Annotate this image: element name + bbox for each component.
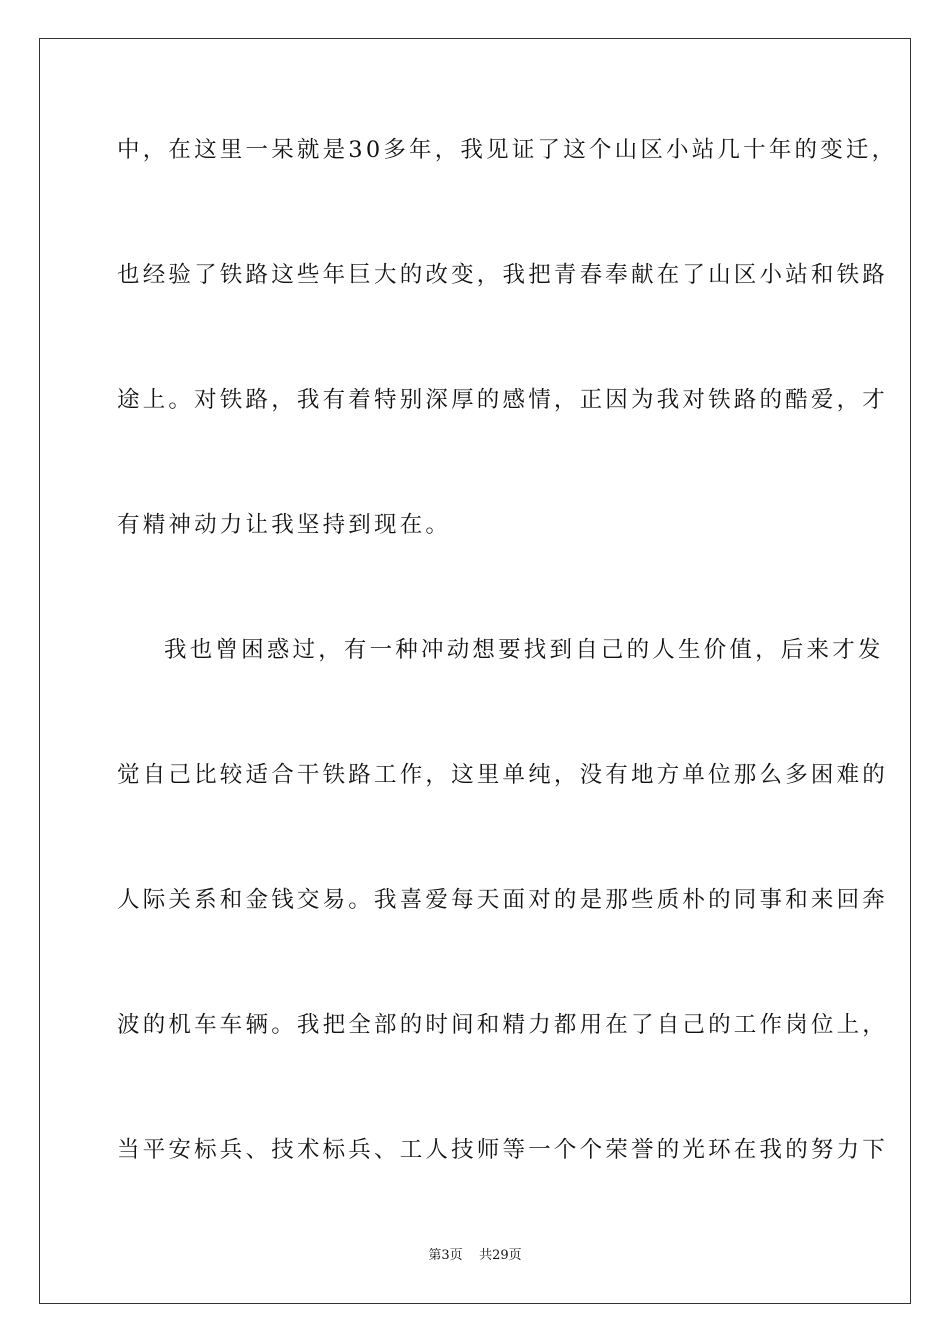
text-line-9: 当平安标兵、技术标兵、工人技师等一个个荣誉的光环在我的努力下 [117,1137,889,1163]
page-footer [0,1247,950,1265]
text-line-8: 波的机车车辆。我把全部的时间和精力都用在了自己的工作岗位上， [117,1012,889,1038]
text-line-2: 也经验了铁路这些年巨大的改变，我把青春奉献在了山区小站和铁路 [117,262,889,288]
text-line-3: 途上。对铁路，我有着特别深厚的感情，正因为我对铁路的酷爱，才 [117,387,889,413]
text-line-4: 有精神动力让我坚持到现在。 [117,512,452,538]
text-line-1: 中，在这里一呆就是30多年，我见证了这个山区小站几十年的变迁， [117,137,898,163]
text-line-5: 我也曾困惑过，有一种冲动想要找到自己的人生价值，后来才发 [164,637,884,663]
page-border [39,38,911,1304]
page-number: 第3页 [428,1248,463,1263]
text-line-7: 人际关系和金钱交易。我喜爱每天面对的是那些质朴的同事和来回奔 [117,887,889,913]
page-total: 共29页 [479,1248,522,1263]
text-line-6: 觉自己比较适合干铁路工作，这里单纯，没有地方单位那么多困难的 [117,762,889,788]
